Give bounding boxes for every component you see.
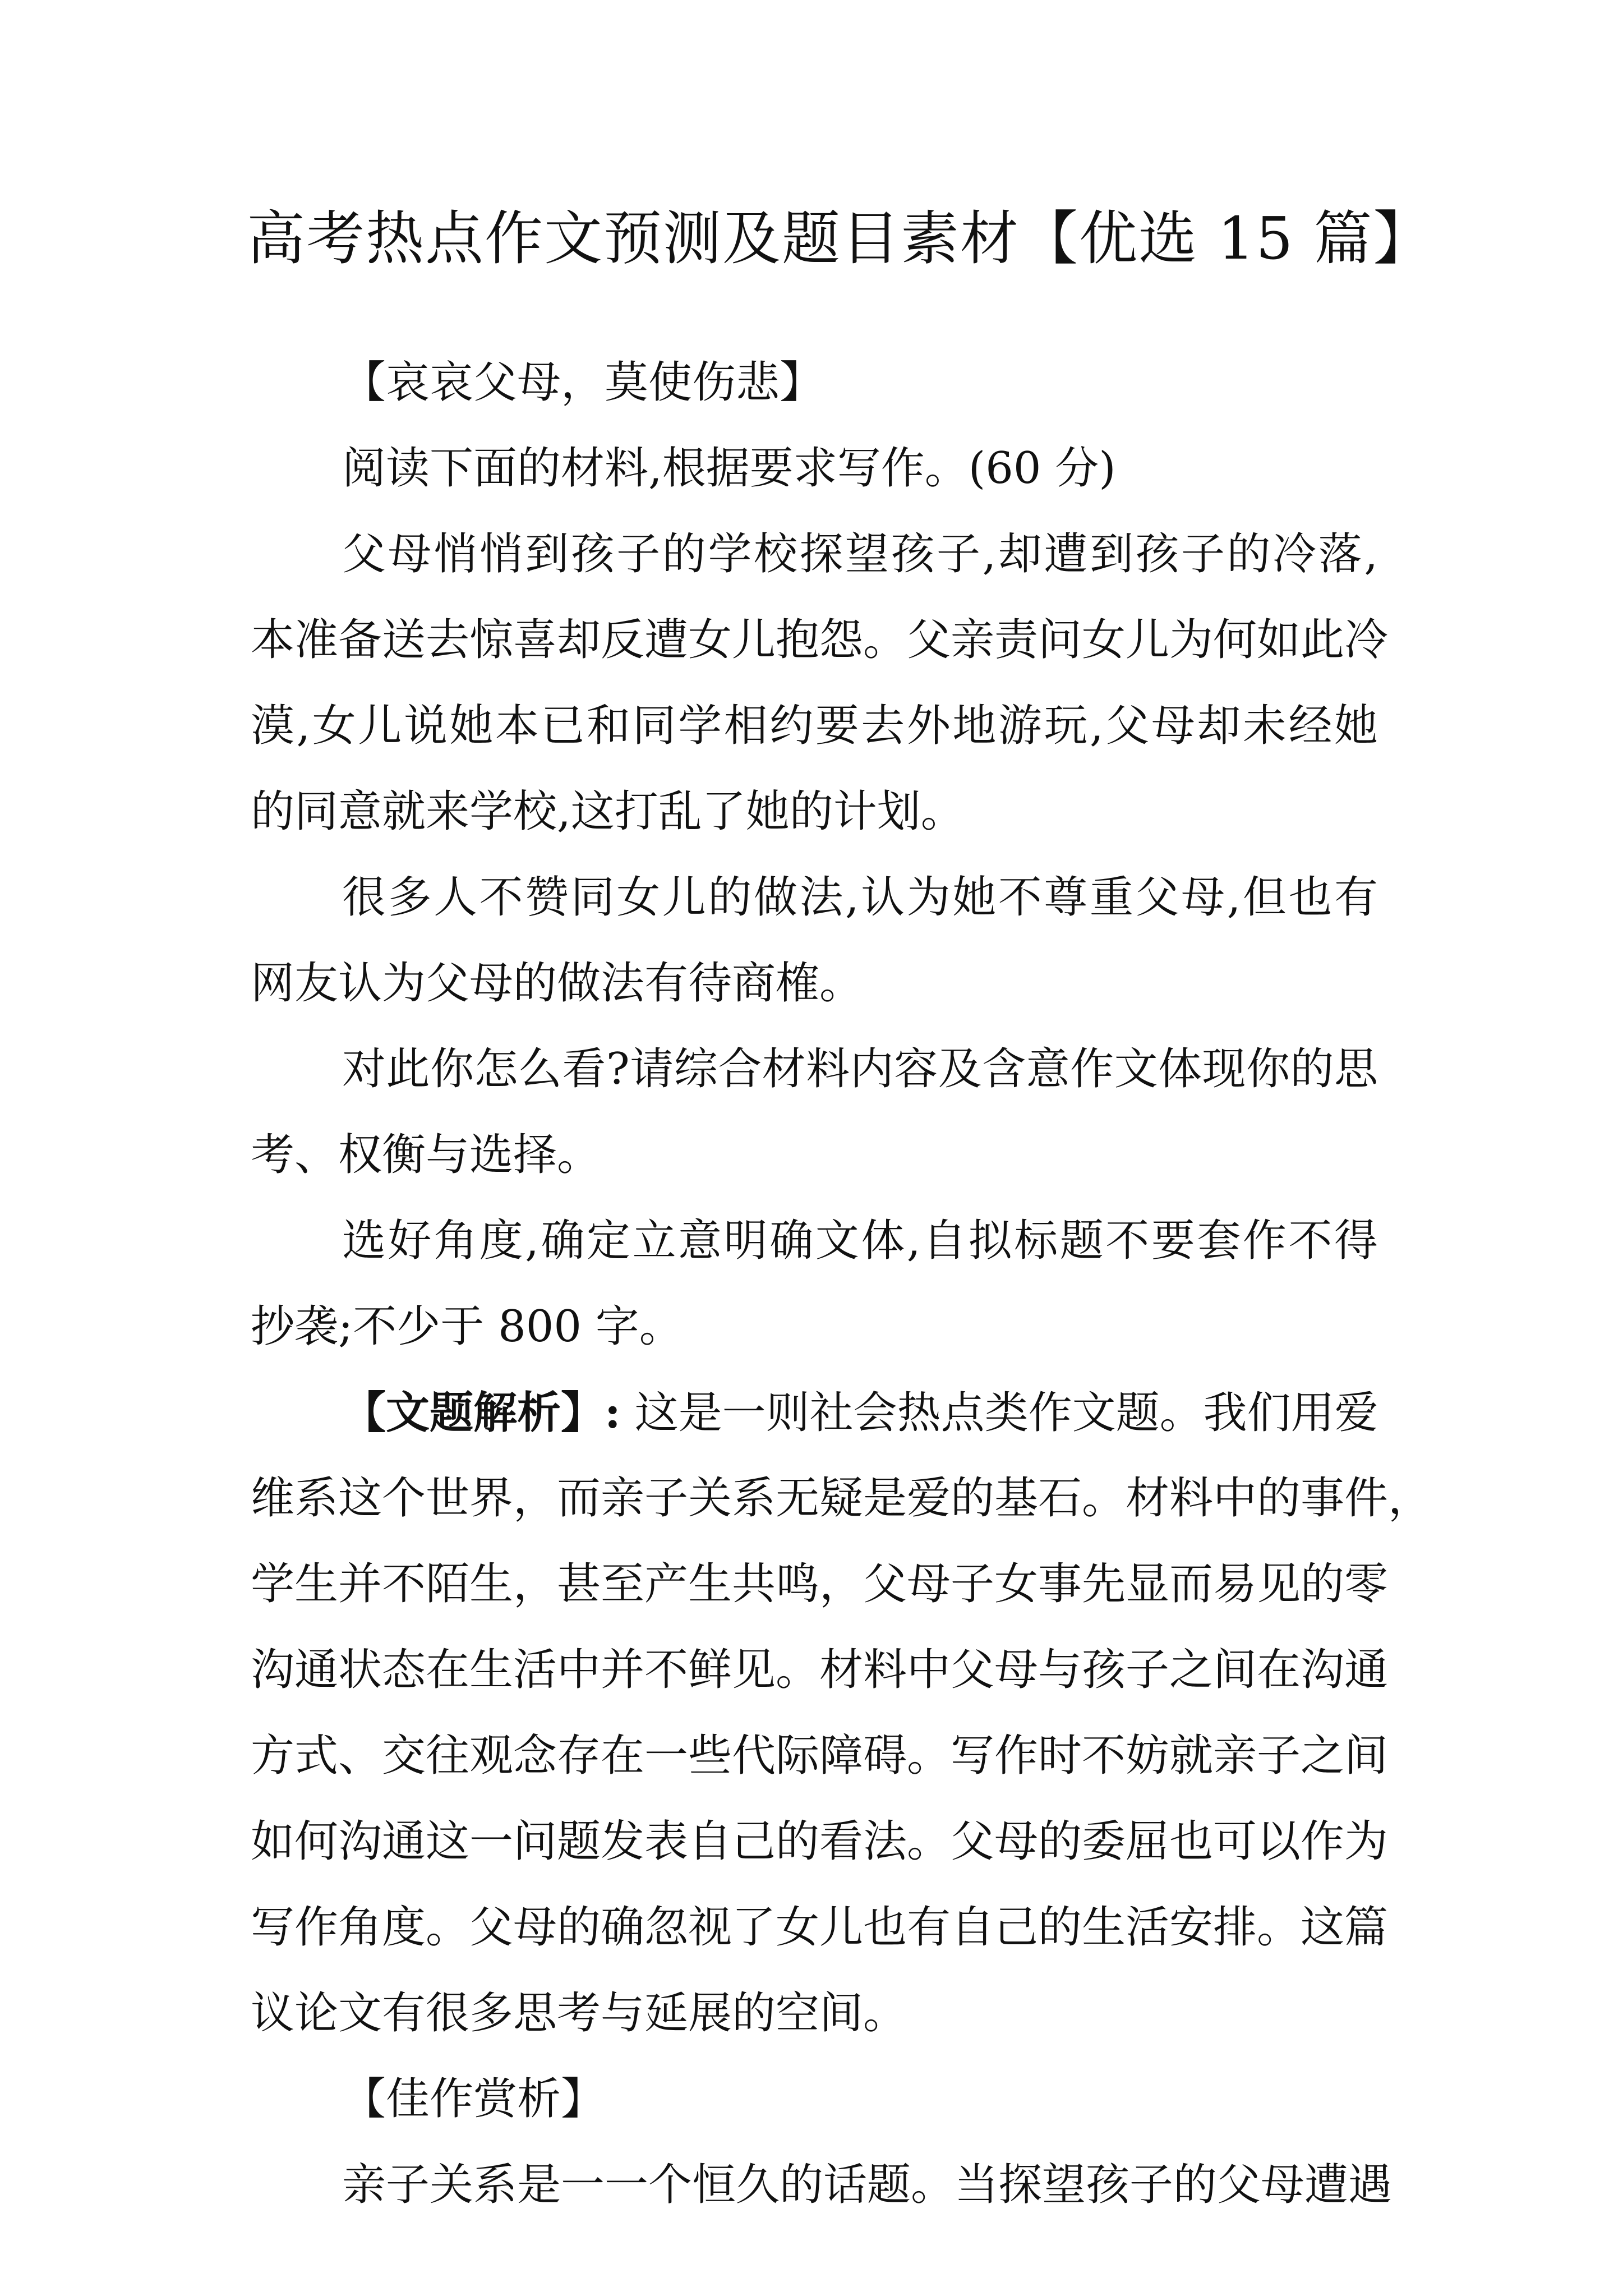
paragraph-line: 的同意就来学校,这打乱了她的计划。: [251, 786, 965, 837]
paragraph-line: 父母悄悄到孩子的学校探望孩子,却遭到孩子的冷落,: [342, 529, 1378, 579]
paragraph-line: 如何沟通这一问题发表自己的看法。父母的委屈也可以作为: [251, 1816, 1389, 1867]
paragraph-line: 很多人不赞同女儿的做法,认为她不尊重父母,但也有: [342, 872, 1378, 923]
paragraph-line: 方式、交往观念存在一些代际障碍。写作时不妨就亲子之间: [251, 1731, 1389, 1781]
paragraph-line: 本准备送去惊喜却反遭女儿抱怨。父亲责问女儿为何如此冷: [251, 615, 1389, 665]
paragraph-line: 维系这个世界，而亲子关系无疑是爱的基石。材料中的事件，: [251, 1473, 1432, 1524]
document-title: 高考热点作文预测及题目素材【优选 15 篇】: [247, 204, 1433, 273]
section-heading: 【佳作赏析】: [342, 2074, 605, 2124]
paragraph-line: 亲子关系是一一个恒久的话题。当探望孩子的父母遭遇: [342, 2160, 1393, 2210]
paragraph-line: 抄袭;不少于 800 字。: [251, 1301, 683, 1352]
paragraph-line: 对此你怎么看?请综合材料内容及含意作文体现你的思: [342, 1044, 1378, 1094]
paragraph-line: 写作角度。父母的确忽视了女儿也有自己的生活安排。这篇: [251, 1902, 1389, 1953]
paragraph-line: 考、权衡与选择。: [251, 1130, 601, 1180]
analysis-text: 这是一则社会热点类作文题。我们用爱: [634, 1388, 1378, 1438]
section-heading: 【哀哀父母，莫使伤悲】: [342, 357, 824, 408]
analysis-label: 【文题解析】:: [342, 1387, 621, 1438]
paragraph-line: 沟通状态在生活中并不鲜见。材料中父母与孩子之间在沟通: [251, 1645, 1389, 1695]
paragraph-line: 网友认为父母的做法有待商榷。: [251, 958, 864, 1009]
paragraph-line: 选好角度,确定立意明确文体,自拟标题不要套作不得: [342, 1216, 1378, 1266]
paragraph-line: 漠,女儿说她本已和同学相约要去外地游玩,父母却未经她: [251, 701, 1378, 751]
document-body: [251, 340, 1432, 2228]
paragraph-line: 学生并不陌生，甚至产生共鸣，父母子女事先显而易见的零: [251, 1559, 1389, 1609]
analysis-first-line: [251, 1370, 1378, 1456]
paragraph-line: 议论文有很多思考与延展的空间。: [251, 1988, 907, 2039]
paragraph-line: 阅读下面的材料,根据要求写作。(60 分): [342, 443, 1116, 494]
